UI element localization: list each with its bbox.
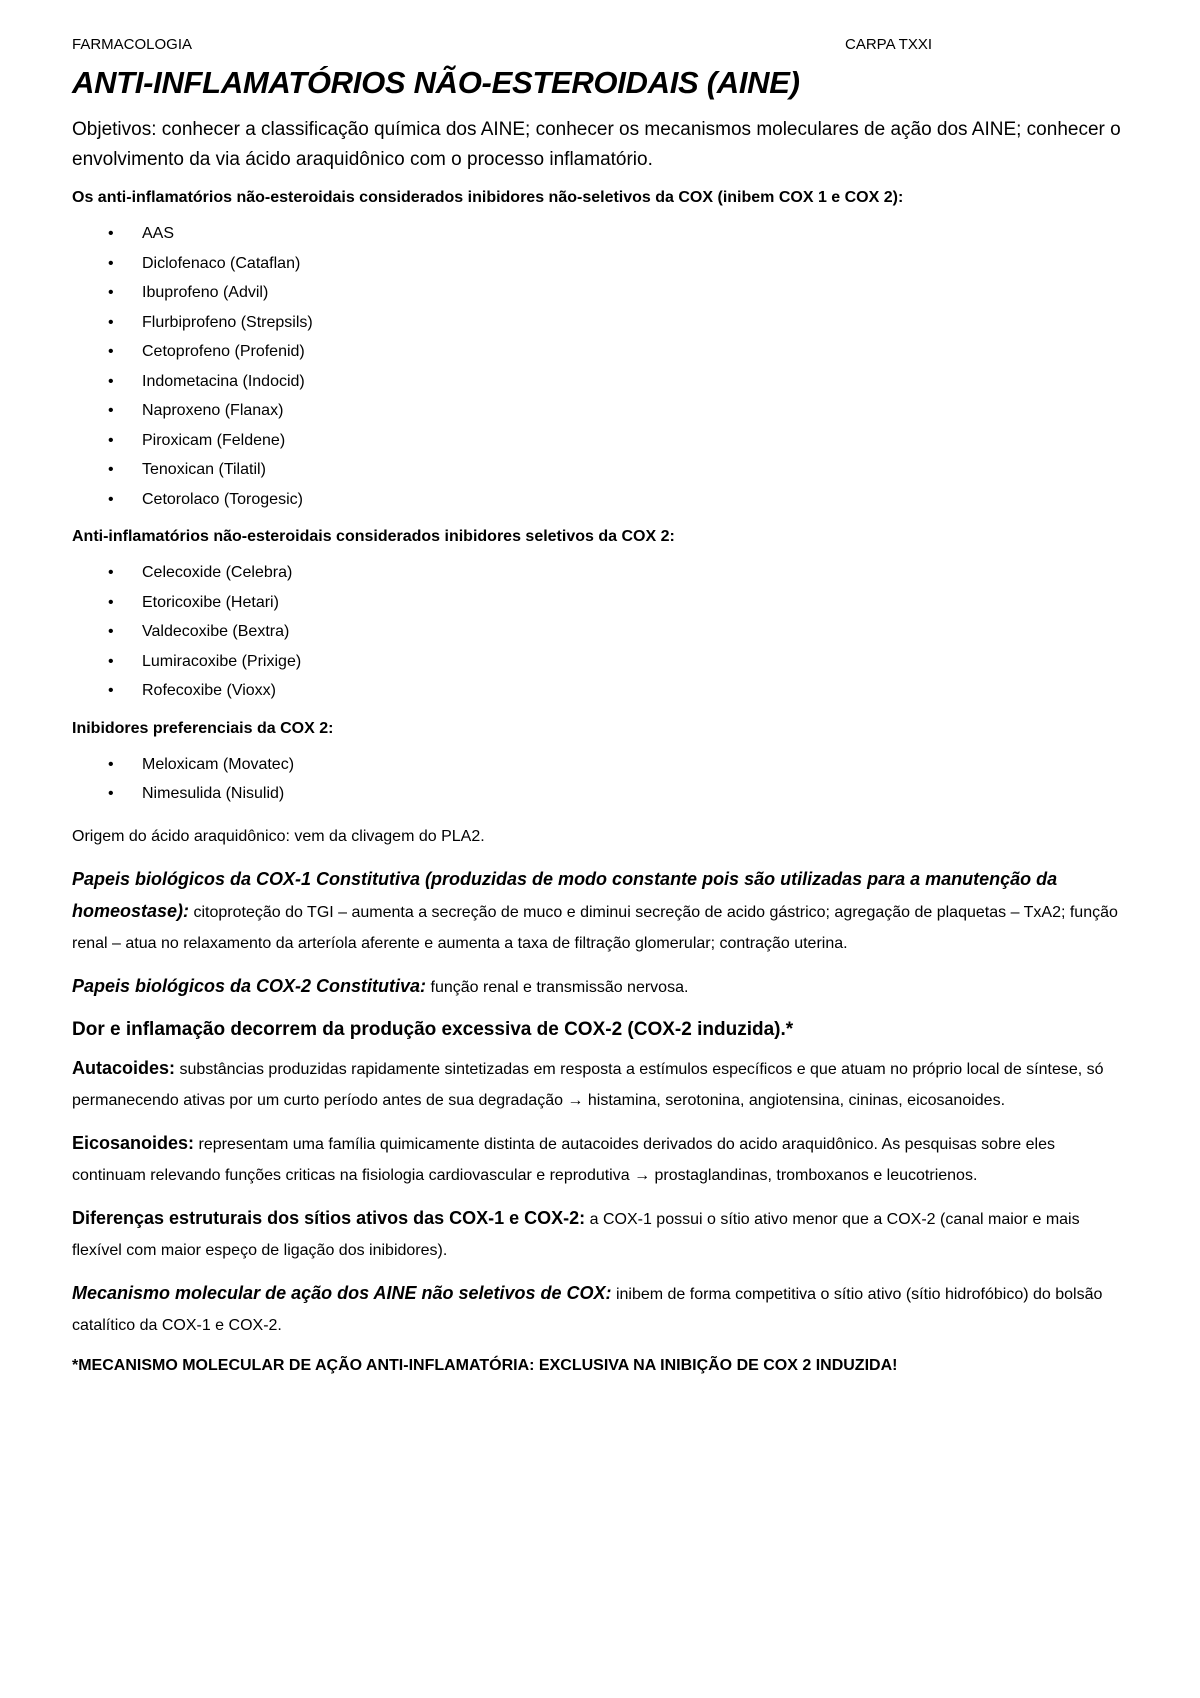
pain-inflammation-statement: Dor e inflamação decorrem da produção excessiva de COX-2 (COX-2 induzida).* [72,1018,794,1040]
drug-name: AAS [142,225,175,242]
mechanism-label: Mecanismo molecular de ação dos AINE não seletivos de COX: [72,1282,612,1303]
list-item [108,485,1132,515]
final-note: *MECANISMO MOLECULAR DE AÇÃO ANTI-INFLAMATÓRIA: EXCLUSIVA NA INIBIÇÃO DE COX 2 INDUZIDA! [72,1356,898,1374]
eicosanoids-label: Eicosanoides: [72,1132,195,1153]
drug-name: Celecoxide (Celebra) [142,564,293,581]
nonselective-heading: Os anti-inflamatórios não-esteroidais considerados inibidores não-seletivos da COX (inibem COX 1 e COX 2): [72,189,904,206]
cox1-text: citoproteção do TGI – aumenta a secreção de muco e diminui secreção de acido gástrico; agregação de plaquetas – TxA2; função renal – atua no relaxamento da arteríola aferente e aumenta a taxa de filtração glomerular; contração uterina. [72,903,1118,952]
bullet-icon: • [108,623,114,640]
nonselective-list [72,219,1132,514]
bullet-icon: • [108,431,114,449]
bullet-icon: • [108,652,114,670]
list-item [108,750,1132,780]
drug-name: Ibuprofeno (Advil) [142,284,269,301]
drug-name: Naproxeno (Flanax) [142,402,284,419]
list-item [108,558,1132,588]
autacoids-text: substâncias produzidas rapidamente sintetizadas em resposta a estímulos específicos e que atuam no próprio local de síntese, só permanecendo ativas por um curto período antes de sua degradação → histamina, serotonina, angiotensina, cininas, eicosanoides. [72,1060,1104,1109]
document-page [72,36,1132,1375]
autacoids-paragraph [72,1053,1132,1116]
bullet-icon: • [108,490,114,508]
drug-name: Piroxicam (Feldene) [142,431,286,449]
bullet-icon: • [108,402,114,419]
drug-name: Nimesulida (Nisulid) [142,785,285,802]
bullet-icon: • [108,313,114,331]
list-item [108,337,1132,367]
cox2-label: Papeis biológicos da COX-2 Constitutiva: [72,975,427,996]
preferential-heading: Inibidores preferenciais da COX 2: [72,719,334,737]
list-item [108,588,1132,618]
drug-name: Meloxicam (Movatec) [142,755,295,773]
mechanism-paragraph [72,1278,1132,1341]
preferential-list [72,750,1132,809]
bullet-icon: • [108,564,114,581]
bullet-icon: • [108,284,114,301]
list-item [108,617,1132,647]
list-item [108,426,1132,456]
origin-paragraph: Origem do ácido araquidônico: vem da clivagem do PLA2. [72,827,485,845]
list-item [108,647,1132,677]
drug-name: Tenoxican (Tilatil) [142,461,266,478]
eicosanoids-text: representam uma família quimicamente distinta de autacoides derivados do acido araquidônico. As pesquisas sobre eles continuam relevando funções criticas na fisiologia cardiovascular e reprodutiva → prostaglandinas, tromboxanos e leucotrienos. [72,1135,1055,1184]
selective-list [72,558,1132,706]
list-item [108,219,1132,249]
eicosanoids-paragraph [72,1128,1132,1191]
cox2-paragraph [72,971,1132,1003]
drug-name: Etoricoxibe (Hetari) [142,593,279,611]
mechanism-text: inibem de forma competitiva o sítio ativo (sítio hidrofóbico) do bolsão catalítico da COX-1 e COX-2. [72,1285,1103,1334]
structural-text: a COX-1 possui o sítio ativo menor que a COX-2 (canal maior e mais flexível com maior espeço de ligação dos inibidores). [72,1210,1080,1259]
cox1-label: Papeis biológicos da COX-1 Constitutiva (produzidas de modo constante pois são utilizadas para a manutenção da homeostase): [72,868,1058,921]
list-item [108,249,1132,279]
drug-name: Indometacina (Indocid) [142,372,305,390]
drug-name: Cetorolaco (Torogesic) [142,490,303,508]
structural-paragraph [72,1203,1132,1266]
document-title: ANTI-INFLAMATÓRIOS NÃO-ESTEROIDAIS (AINE) [72,65,800,100]
list-item [108,676,1132,706]
drug-name: Diclofenaco (Cataflan) [142,254,301,272]
cox2-text: função renal e transmissão nervosa. [426,978,689,996]
cox1-paragraph [72,864,1132,959]
bullet-icon: • [108,343,114,360]
bullet-icon: • [108,755,114,773]
bullet-icon: • [108,785,114,802]
objectives-paragraph: Objetivos: conhecer a classificação química dos AINE; conhecer os mecanismos moleculares de ação dos AINE; conhecer o envolvimento da via ácido araquidônico com o processo inflamatório. [72,119,1121,170]
drug-name: Valdecoxibe (Bextra) [142,623,290,640]
bullet-icon: • [108,593,114,611]
list-item [108,455,1132,485]
header-subject: FARMACOLOGIA [72,36,193,53]
bullet-icon: • [108,225,114,242]
autacoids-label: Autacoides: [72,1057,176,1078]
bullet-icon: • [108,461,114,478]
list-item [108,396,1132,426]
list-item [108,278,1132,308]
structural-label: Diferenças estruturais dos sítios ativos das COX-1 e COX-2: [72,1207,586,1228]
header-author: CARPA TXXI [845,36,932,53]
page-header [72,36,932,53]
drug-name: Flurbiprofeno (Strepsils) [142,313,313,331]
selective-heading: Anti-inflamatórios não-esteroidais considerados inibidores seletivos da COX 2: [72,528,675,545]
list-item [108,308,1132,338]
list-item [108,367,1132,397]
drug-name: Lumiracoxibe (Prixige) [142,652,302,670]
drug-name: Cetoprofeno (Profenid) [142,343,305,360]
list-item [108,779,1132,809]
bullet-icon: • [108,372,114,390]
bullet-icon: • [108,682,114,699]
bullet-icon: • [108,254,114,272]
drug-name: Rofecoxibe (Vioxx) [142,682,276,699]
